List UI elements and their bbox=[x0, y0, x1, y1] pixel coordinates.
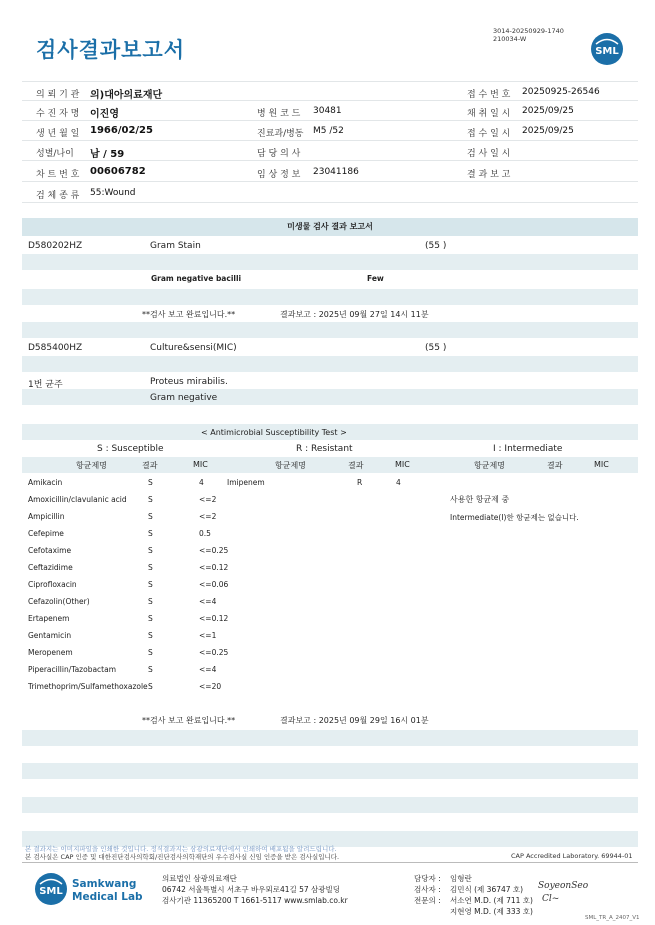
patient-label-1: 생 년 월 일 bbox=[36, 129, 80, 139]
test2-code: D585400HZ bbox=[28, 343, 83, 353]
row-band bbox=[22, 797, 638, 813]
ast-mic-cell: <=0.25 bbox=[199, 648, 229, 657]
col-drug: 항균제명 bbox=[474, 461, 505, 470]
ast-res-cell: S bbox=[148, 478, 153, 487]
patient-label-3: 결 과 보 고 bbox=[467, 170, 511, 180]
ast-res-cell: S bbox=[148, 631, 153, 640]
expert-signature: Cl~ bbox=[542, 894, 560, 904]
patient-label-1: 의 뢰 기 관 bbox=[36, 90, 80, 100]
expert-label: 전문의 : bbox=[414, 896, 441, 905]
ast-mic-cell: 4 bbox=[396, 478, 401, 487]
disclaimer-print: 본 결과지는 이미지파일을 인쇄한 것입니다. 정식결과지는 삼광의료재단에서 인쇄하여 배포됨을 알려드립니다. bbox=[25, 845, 337, 853]
ast-drug-cell: Ertapenem bbox=[28, 614, 70, 623]
col-result: 결과 bbox=[348, 461, 364, 470]
ast-res-cell: S bbox=[148, 648, 153, 657]
patient-value-2: 30481 bbox=[313, 106, 342, 116]
patient-value-1: 55:Wound bbox=[90, 188, 136, 198]
report-time-2: 결과보고 : 2025년 09월 29일 16시 01분 bbox=[280, 716, 429, 725]
patient-value-2: 23041186 bbox=[313, 167, 359, 177]
ast-drug-cell: Ceftazidime bbox=[28, 563, 73, 572]
test2-name: Culture&sensi(MIC) bbox=[150, 343, 237, 353]
report-time-1: 결과보고 : 2025년 09월 27일 14시 11분 bbox=[280, 310, 429, 319]
row-band bbox=[22, 322, 638, 338]
svg-text:Samkwang: Samkwang bbox=[72, 878, 137, 890]
test1-code: D580202HZ bbox=[28, 241, 83, 251]
organism-name: Proteus mirabilis. bbox=[150, 377, 228, 387]
ast-drug-cell: Amoxicillin/clavulanic acid bbox=[28, 495, 127, 504]
org-info: 검사기관 11365200 T 1661-5117 www.smlab.co.kr bbox=[162, 896, 348, 905]
col-mic: MIC bbox=[594, 460, 609, 469]
org-address: 06742 서울특별시 서초구 바우뫼로41길 57 삼광빌딩 bbox=[162, 885, 341, 894]
ast-drug-cell: Ampicillin bbox=[28, 512, 65, 521]
patient-label-3: 접 수 번 호 bbox=[467, 90, 511, 100]
svg-text:Medical Lab: Medical Lab bbox=[72, 891, 143, 903]
test1-result: Gram negative bacilli bbox=[151, 274, 242, 283]
ast-res-cell: S bbox=[148, 597, 153, 606]
patient-label-2: 병 원 코 드 bbox=[257, 109, 301, 119]
patient-label-2: 담 당 의 사 bbox=[257, 149, 301, 159]
patient-value-3: 2025/09/25 bbox=[522, 106, 574, 116]
ast-mic-cell: <=0.12 bbox=[199, 614, 229, 623]
col-drug: 항균제명 bbox=[275, 461, 306, 470]
expert-1: 서소연 M.D. (제 711 호) bbox=[450, 896, 533, 905]
patient-value-1: 남 / 59 bbox=[90, 149, 125, 160]
row-band bbox=[22, 389, 638, 405]
ast-res-cell: S bbox=[148, 614, 153, 623]
test2-specimen: (55 ) bbox=[425, 343, 447, 353]
sml-logo-icon bbox=[590, 32, 624, 66]
ast-res-cell: S bbox=[148, 512, 153, 521]
ast-res-cell: S bbox=[148, 546, 153, 555]
expert-2: 지현영 M.D. (제 333 호) bbox=[450, 907, 533, 916]
row-band bbox=[22, 254, 638, 270]
patient-value-1: 이진영 bbox=[90, 109, 119, 120]
document-number: 3014-20250929-1740 210034-W bbox=[493, 27, 564, 43]
ast-mic-cell: <=4 bbox=[199, 665, 217, 674]
ast-drug-cell: Ciprofloxacin bbox=[28, 580, 77, 589]
ast-drug-cell: Trimethoprim/Sulfamethoxazole bbox=[28, 682, 148, 691]
svg-text:SML: SML bbox=[39, 886, 63, 897]
patient-label-1: 차 트 번 호 bbox=[36, 170, 80, 180]
samkwang-logo-icon bbox=[34, 871, 143, 907]
col-mic: MIC bbox=[395, 460, 410, 469]
patient-label-3: 접 수 일 시 bbox=[467, 129, 511, 139]
legend-susceptible: S : Susceptible bbox=[97, 444, 164, 454]
ast-mic-cell: <=4 bbox=[199, 597, 217, 606]
ast-mic-cell: <=2 bbox=[199, 512, 217, 521]
patient-value-1: 1966/02/25 bbox=[90, 125, 153, 136]
ast-drug-cell: Imipenem bbox=[227, 478, 265, 487]
row-band bbox=[22, 730, 638, 746]
ast-mic-cell: <=0.06 bbox=[199, 580, 229, 589]
legend-resistant: R : Resistant bbox=[296, 444, 353, 454]
test1-name: Gram Stain bbox=[150, 241, 201, 251]
test1-specimen: (55 ) bbox=[425, 241, 447, 251]
patient-label-1: 수 진 자 명 bbox=[36, 109, 80, 119]
row-band bbox=[22, 356, 638, 372]
ast-drug-cell: Piperacillin/Tazobactam bbox=[28, 665, 117, 674]
ast-column-header bbox=[22, 457, 638, 473]
complete-message-2: **검사 보고 완료입니다.** bbox=[142, 716, 236, 725]
patient-row bbox=[22, 101, 638, 121]
col-mic: MIC bbox=[193, 460, 208, 469]
ast-mic-cell: <=0.25 bbox=[199, 546, 229, 555]
org-name: 의료법인 삼광의료재단 bbox=[162, 874, 237, 883]
ast-drug-cell: Meropenem bbox=[28, 648, 73, 657]
patient-label-2: 진료과/병동 bbox=[257, 129, 304, 139]
patient-label-3: 채 취 일 시 bbox=[467, 109, 511, 119]
ast-title: < Antimicrobial Susceptibility Test > bbox=[201, 428, 347, 437]
col-result: 결과 bbox=[142, 461, 158, 470]
tester-signature: SoyeonSeo bbox=[538, 881, 589, 891]
intermediate-note-1: 사용한 항균제 중 bbox=[450, 495, 510, 504]
svg-text:SML: SML bbox=[595, 46, 619, 57]
ast-drug-cell: Gentamicin bbox=[28, 631, 72, 640]
patient-row bbox=[22, 121, 638, 141]
section-title: 미생물 검사 결과 보고서 bbox=[22, 218, 638, 236]
patient-row bbox=[22, 183, 638, 203]
test1-amount: Few bbox=[367, 274, 384, 283]
ast-mic-cell: <=1 bbox=[199, 631, 217, 640]
patient-label-3: 검 사 일 시 bbox=[467, 149, 511, 159]
ast-drug-cell: Amikacin bbox=[28, 478, 63, 487]
ast-mic-cell: <=0.12 bbox=[199, 563, 229, 572]
patient-label-2: 임 상 정 보 bbox=[257, 170, 301, 180]
ast-res-cell: S bbox=[148, 682, 153, 691]
legend-intermediate: I : Intermediate bbox=[493, 444, 563, 454]
intermediate-note-2: Intermediate(I)한 항균제는 없습니다. bbox=[450, 513, 579, 522]
ast-res-cell: S bbox=[148, 495, 153, 504]
tester-name: 김민식 (제 36747 호) bbox=[450, 885, 524, 894]
ast-drug-cell: Cefepime bbox=[28, 529, 64, 538]
col-drug: 항균제명 bbox=[76, 461, 107, 470]
ast-res-cell: S bbox=[148, 580, 153, 589]
form-code: SML_TR_A_2407_V1 bbox=[585, 915, 640, 921]
ast-res-cell: S bbox=[148, 665, 153, 674]
patient-value-2: M5 /52 bbox=[313, 126, 344, 136]
patient-value-3: 2025/09/25 bbox=[522, 126, 574, 136]
patient-value-1: 의)대아의료재단 bbox=[90, 90, 163, 101]
patient-row bbox=[22, 141, 638, 161]
ast-mic-cell: 4 bbox=[199, 478, 204, 487]
ast-res-cell: R bbox=[357, 478, 363, 487]
ast-mic-cell: 0.5 bbox=[199, 529, 211, 538]
ast-drug-cell: Cefotaxime bbox=[28, 546, 72, 555]
ast-mic-cell: <=20 bbox=[199, 682, 222, 691]
tester-label: 검사자 : bbox=[414, 885, 441, 894]
patient-value-1: 00606782 bbox=[90, 166, 146, 177]
patient-row bbox=[22, 162, 638, 182]
patient-label-1: 성별/나이 bbox=[36, 149, 74, 159]
row-band bbox=[22, 763, 638, 779]
staff-name: 임형란 bbox=[450, 874, 472, 883]
staff-label: 담당자 : bbox=[414, 874, 441, 883]
complete-message-1: **검사 보고 완료입니다.** bbox=[142, 310, 236, 319]
patient-value-3: 20250925-26546 bbox=[522, 87, 600, 97]
page-title: 검사결과보고서 bbox=[36, 38, 186, 62]
ast-drug-cell: Cefazolin(Other) bbox=[28, 597, 90, 606]
ast-res-cell: S bbox=[148, 529, 153, 538]
row-band bbox=[22, 289, 638, 305]
footer-divider bbox=[22, 862, 638, 863]
col-result: 결과 bbox=[547, 461, 563, 470]
ast-res-cell: S bbox=[148, 563, 153, 572]
organism-label: 1번 균주 bbox=[28, 380, 63, 390]
patient-row bbox=[22, 81, 638, 101]
cap-accreditation: CAP Accredited Laboratory. 69944-01 bbox=[511, 852, 633, 860]
patient-label-1: 검 체 종 류 bbox=[36, 191, 80, 201]
ast-mic-cell: <=2 bbox=[199, 495, 217, 504]
disclaimer-accreditation: 본 검사실은 CAP 인증 및 대한진단검사의학회/진단검사의학재단의 우수검사실 신임 인증을 받은 검사실입니다. bbox=[25, 853, 340, 861]
organism-gram: Gram negative bbox=[150, 393, 218, 403]
